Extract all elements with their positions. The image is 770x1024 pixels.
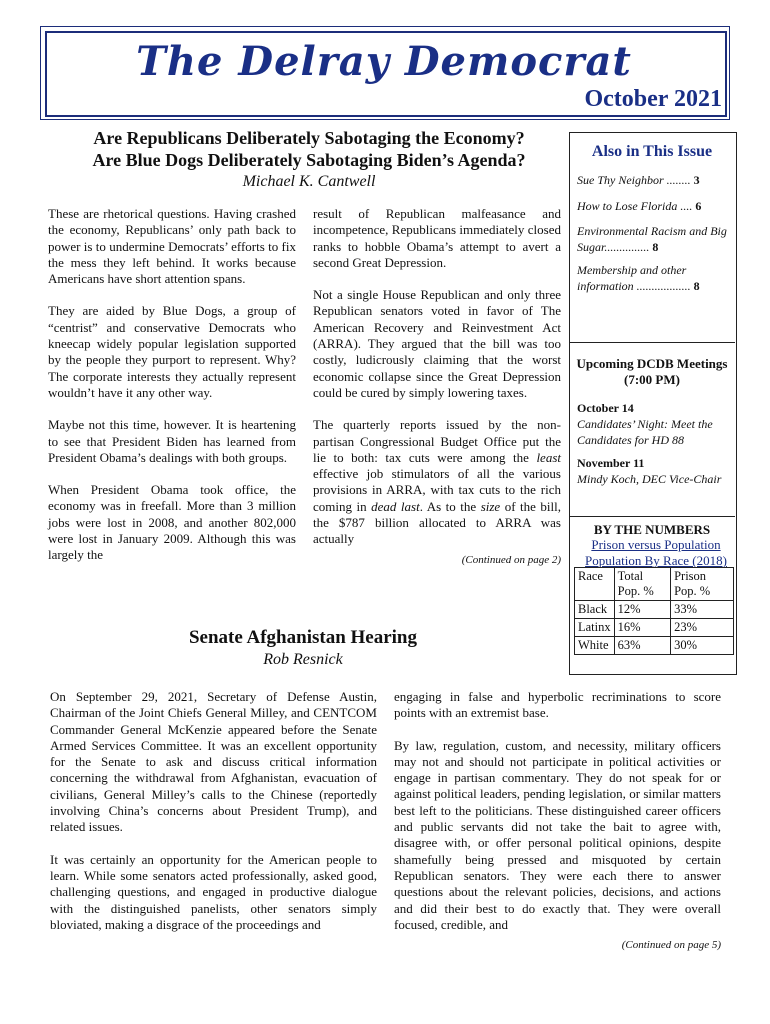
table-cell: 33% [671,601,734,619]
article2-headline: Senate Afghanistan Hearing [188,627,418,648]
paragraph: By law, regulation, custom, and necessity, military officers may not and should not participate in political activities or engage in partisan commentary. They do not speak for or against political leaders, pending legislation, or similar matters best left to the politicians. These distinguished career officers and public servants did not take the bait to agree with, disagree with, or offer personal political opinions, despite shamefully being pressed and misquoted by certain Republican senators. They were each there to answer questions about the relevant policies, decisions, and actions and did their best to do exactly that. They were overall focused, credible, and [394,737,721,932]
emphasis: dead last [371,498,420,514]
text-run: . As to the [419,498,481,514]
by-the-numbers-title: BY THE NUMBERS [593,522,711,537]
article1-column1 [48,206,296,580]
table-row [575,619,734,637]
issue-date: October 2021 [584,86,722,112]
article1-headline-line2: Are Blue Dogs Deliberately Sabotaging Biden’s Agenda? [92,150,526,170]
toc-page: 8 [652,240,659,254]
table-header: Race [575,568,615,601]
toc-item [577,262,727,294]
paragraph: It was certainly an opportunity for the American people to learn. While some senators acted professionally, asked good, challenging questions, and engaged in productive dialogue with the distinguished panelists, other senators simply bloviated, making a disgrace of the proceedings and [50,851,377,932]
table-header: Total Pop. % [614,568,670,601]
meetings-title: Upcoming DCDB Meetings (7:00 PM) [576,356,728,387]
emphasis: least [536,449,561,465]
paragraph: These are rhetorical questions. Having crashed the economy, Republicans’ only path back to power is to undermine Democrats’ efforts to fix the mess they left behind. It works because Americans have short attention spans. [48,206,296,287]
newsletter-title: The Delray Democrat [136,38,632,85]
article1-column2 [313,206,561,568]
prison-population-table [574,567,734,655]
toc-label: Sue Thy Neighbor ........ [577,173,691,187]
article1-byline: Michael K. Cantwell [242,173,376,190]
paragraph: On September 29, 2021, Secretary of Defense Austin, Chairman of the Joint Chiefs General Milley, and CENTCOM Commander General McKenzie appeared before the Senate Armed Services Committee. It was an excellent opportunity for the Senate to ask and discuss critical information concerning the withdrawal from Afghanistan, evacuation of civilians, General Milley’s calls to the Chinese (reportedly involving China’s concerns about President Trump), and related issues. [50,689,377,835]
paragraph: When President Obama took office, the economy was in freefall. More than 3 million jobs were lost in 2008, and another 802,000 were lost in January 2009. Although this was largely the [48,482,296,563]
meeting-date: October 14 [577,401,634,415]
toc-label: How to Lose Florida .... [577,199,693,213]
toc-label: Membership and other information .................. [577,263,691,293]
toc-item [577,223,727,255]
toc-page: 8 [693,279,700,293]
by-the-numbers-subtitle: Prison versus Population Population By Race (2018) [585,537,727,568]
article2-byline: Rob Resnick [263,651,343,668]
meeting-description: Candidates’ Night: Meet the Candidates for HD 88 [577,417,713,447]
table-cell: 30% [671,637,734,655]
toc-page: 3 [693,173,700,187]
paragraph: Maybe not this time, however. It is heartening to see that President Biden has learned from President Obama’s dealings with both groups. [48,417,296,465]
table-cell: 63% [614,637,670,655]
table-header: Prison Pop. % [671,568,734,601]
table-header-row [575,568,734,601]
paragraph [313,417,561,547]
table-row [575,637,734,655]
table-cell: 23% [671,619,734,637]
meeting-description: Mindy Koch, DEC Vice-Chair [577,472,722,486]
paragraph: They are aided by Blue Dogs, a group of “centrist” and conservative Democrats who kneecap widely popular legislation supported by the people they purport to represent. Why? The corporate interests they actually represent wouldn’t have it any other way. [48,303,296,400]
table-row [575,601,734,619]
paragraph: Not a single House Republican and only three Republican senators voted in favor of The American Recovery and Reinvestment Act (ARRA). They argued that the bill was too costly, ludicrously claiming that the worst economic collapse since the Great Depression could be cured by simply lowering taxes. [313,287,561,400]
table-cell: Latinx [575,619,615,637]
article2-column1 [50,689,377,949]
article1-headline-line1: Are Republicans Deliberately Sabotaging the Economy? [93,128,525,148]
toc-label: Environmental Racism and Big Sugar............... [577,224,727,254]
paragraph: result of Republican malfeasance and incompetence, Republicans immediately closed ranks to hobble Obama’s attempt to avert a second Great Depression. [313,206,561,270]
toc-page: 6 [695,199,702,213]
sidebar-divider [569,516,735,517]
table-cell: 16% [614,619,670,637]
text-run: effective job stimulators of all the various provisions in ARRA, with tax cuts to the rich coming in [313,466,561,514]
table-cell: 12% [614,601,670,619]
article1-headline [44,127,574,171]
also-in-this-issue-title: Also in This Issue [591,143,713,160]
article2-column2 [394,689,721,953]
article2-continued-note: (Continued on page 5) [621,939,721,952]
table-cell: Black [575,601,615,619]
paragraph: engaging in false and hyperbolic recriminations to score points with an extremist base. [394,689,721,721]
toc-item [577,172,727,188]
text-run: The quarterly reports issued by the non-partisan Congressional Budget Office put the lie to both: tax cuts were among the [313,417,561,465]
emphasis: size [480,498,501,514]
meeting-date: November 11 [577,456,645,470]
article1-continued-note: (Continued on page 2) [461,553,561,566]
toc-item [577,198,727,214]
table-cell: White [575,637,615,655]
text-run: of the bill, the $787 billion allocated to ARRA was actually [313,498,561,547]
sidebar-divider [569,342,735,343]
